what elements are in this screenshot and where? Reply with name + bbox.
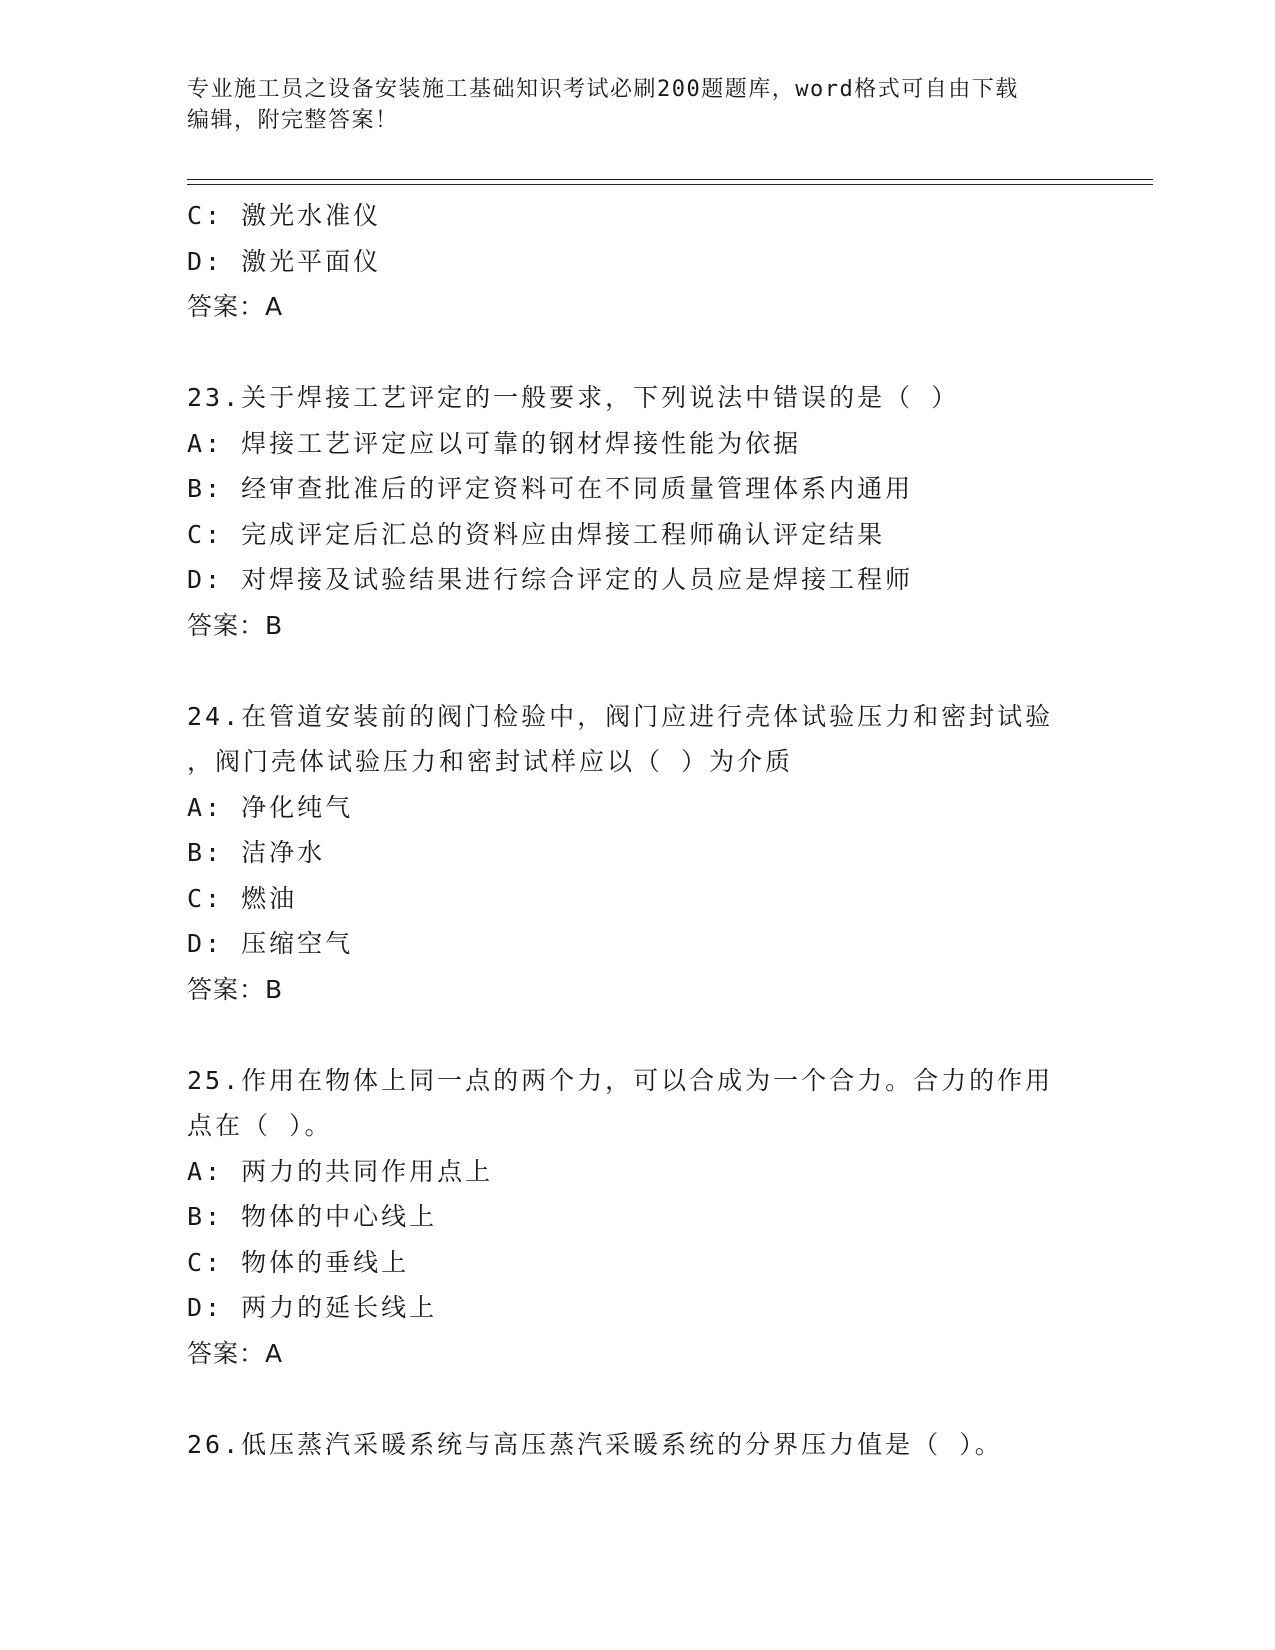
option-b: B: 物体的中心线上 (187, 1202, 438, 1231)
question-text: 24.在管道安装前的阀门检验中，阀门应进行壳体试验压力和密封试验 (187, 701, 1054, 731)
option-a: A: 两力的共同作用点上 (187, 1156, 494, 1186)
question-26 (187, 1422, 1087, 1468)
option-c: C: 完成评定后汇总的资料应由焊接工程师确认评定结果 (187, 519, 886, 549)
previous-question-tail (187, 193, 1087, 330)
question-list (187, 193, 1087, 1467)
question-text-continued: 点在（ ）。 (187, 1111, 333, 1140)
question-25 (187, 1058, 1087, 1377)
spacer (187, 648, 1087, 694)
header-divider-bottom (187, 184, 1153, 185)
option-b: B: 经审查批准后的评定资料可在不同质量管理体系内通用 (187, 474, 914, 503)
option-c: C: 物体的垂线上 (187, 1247, 410, 1277)
document-header (187, 74, 1077, 136)
answer-label: 答案：B (187, 610, 284, 640)
option-c: C: 激光水准仪 (187, 201, 382, 230)
header-line-1: 专业施工员之设备安装施工基础知识考试必刷200题题库，word格式可自由下载 (187, 77, 1019, 102)
option-a: A: 净化纯气 (187, 792, 354, 822)
option-d: D: 两力的延长线上 (187, 1293, 438, 1322)
answer-label: 答案：A (187, 1338, 284, 1368)
question-text-continued: ，阀门壳体试验压力和密封试样应以（ ）为介质 (187, 747, 794, 776)
question-text: 23.关于焊接工艺评定的一般要求，下列说法中错误的是（ ） (187, 383, 960, 412)
option-d: D: 对焊接及试验结果进行综合评定的人员应是焊接工程师 (187, 565, 914, 594)
question-23 (187, 375, 1087, 648)
question-24 (187, 694, 1087, 1013)
option-b: B: 洁净水 (187, 838, 326, 867)
spacer (187, 1012, 1087, 1058)
header-divider-top (187, 179, 1153, 180)
option-c: C: 燃油 (187, 883, 298, 913)
answer-label: 答案：A (187, 292, 284, 321)
option-d: D: 激光平面仪 (187, 246, 382, 276)
spacer (187, 330, 1087, 376)
answer-label: 答案：B (187, 974, 284, 1004)
header-line-2: 编辑，附完整答案！ (187, 108, 399, 133)
question-text: 26.低压蒸汽采暖系统与高压蒸汽采暖系统的分界压力值是（ ）。 (187, 1429, 1003, 1459)
option-a: A: 焊接工艺评定应以可靠的钢材焊接性能为依据 (187, 428, 802, 458)
spacer (187, 1376, 1087, 1422)
question-text: 25.作用在物体上同一点的两个力，可以合成为一个合力。合力的作用 (187, 1065, 1054, 1095)
option-d: D: 压缩空气 (187, 929, 354, 958)
